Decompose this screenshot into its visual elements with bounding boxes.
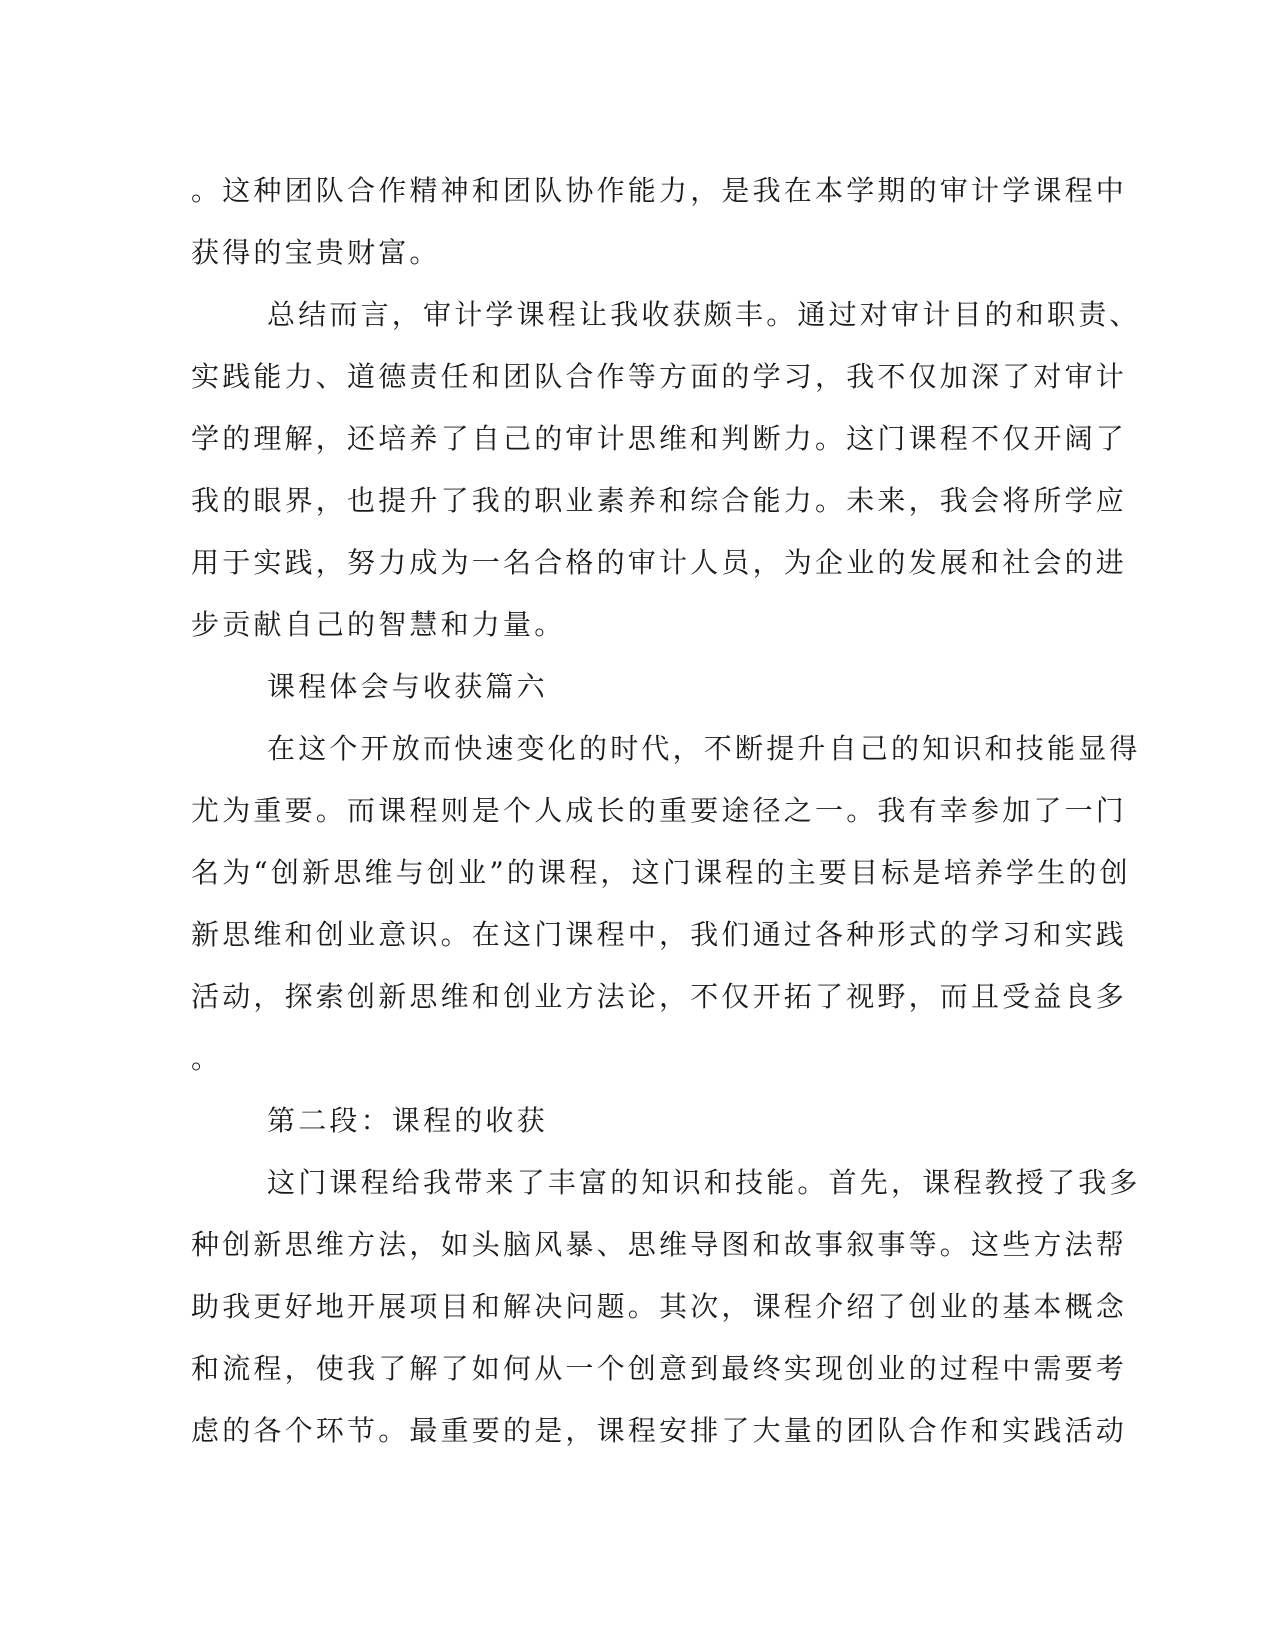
text-line: 虑的各个环节。最重要的是，课程安排了大量的团队合作和实践活动 [191,1414,1128,1447]
text-line: 尤为重要。而课程则是个人成长的重要途径之一。我有幸参加了一门 [191,794,1128,827]
paragraph [191,1152,1141,1462]
text-line: 学的理解，还培养了自己的审计思维和判断力。这门课程不仅开阔了 [191,422,1128,455]
text-line: 实践能力、道德责任和团队合作等方面的学习，我不仅加深了对审计 [191,360,1128,393]
paragraph [191,284,1141,656]
text-line: 活动，探索创新思维和创业方法论，不仅开拓了视野，而且受益良多 [191,980,1128,1013]
paragraph [191,1090,1091,1152]
text-line: 。这种团队合作精神和团队协作能力，是我在本学期的审计学课程中 [191,174,1128,207]
text-line: 课程体会与收获篇六 [267,670,548,703]
text-line: 助我更好地开展项目和解决问题。其次，课程介绍了创业的基本概念 [191,1290,1128,1323]
paragraph [191,160,1128,284]
text-line: 在这个开放而快速变化的时代，不断提升自己的知识和技能显得 [267,732,1141,765]
text-line: 和流程，使我了解了如何从一个创意到最终实现创业的过程中需要考 [191,1352,1128,1385]
text-line: 种创新思维方法，如头脑风暴、思维导图和故事叙事等。这些方法帮 [191,1228,1128,1261]
document-body [191,160,1141,1462]
text-line: 新思维和创业意识。在这门课程中，我们通过各种形式的学习和实践 [191,918,1128,951]
paragraph [191,656,1091,718]
text-line: 总结而言，审计学课程让我收获颇丰。通过对审计目的和职责、 [267,298,1141,331]
text-line: 获得的宝贵财富。 [191,236,441,269]
text-line: 这门课程给我带来了丰富的知识和技能。首先，课程教授了我多 [267,1166,1141,1199]
text-line: 。 [191,1042,223,1075]
text-line: 步贡献自己的智慧和力量。 [191,608,566,641]
text-line: 用于实践，努力成为一名合格的审计人员，为企业的发展和社会的进 [191,546,1128,579]
text-line: 我的眼界，也提升了我的职业素养和综合能力。未来，我会将所学应 [191,484,1128,517]
text-line: 名为“创新思维与创业”的课程，这门课程的主要目标是培养学生的创 [191,856,1131,889]
text-line: 第二段：课程的收获 [267,1104,548,1137]
paragraph [191,718,1141,1090]
